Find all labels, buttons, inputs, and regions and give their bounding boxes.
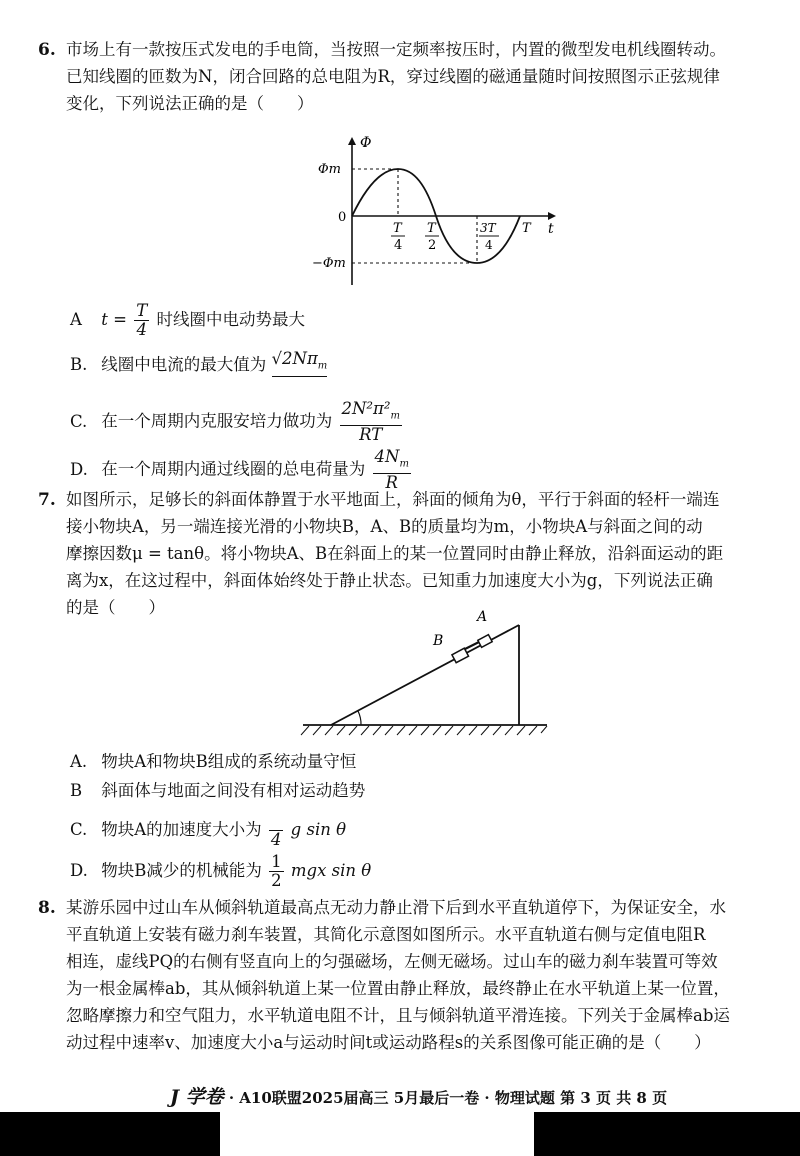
q6-option-c [70,400,404,444]
q7-option-d [70,853,371,890]
q6-option-b-text: 线圈中电流的最大值为 [101,355,267,374]
q6-option-b [70,349,328,383]
q7-label-b: B [433,633,444,649]
footer-logo: J 学卷 [170,1086,224,1108]
q7-option-c-text-pre: 物块A的加速度大小为 [101,820,262,839]
q6-tick-3T4-den: 4 [485,238,493,252]
q8-line3: 相连，虚线PQ的右侧有竖直向上的匀强磁场，左侧无磁场。过山车的磁力刹车装置可等效 [66,952,718,971]
footer-text: · A10联盟2025届高三 5月最后一卷 · 物理试题 第 3 页 共 8 页 [228,1089,668,1107]
q7-option-b [70,781,365,801]
q7-incline-figure [295,605,555,740]
q6-tick-T2-num: T [427,221,436,236]
q7-option-c [70,812,346,849]
q8-line6: 动过程中速率v、加速度大小a与运动时间t或运动路程s的关系图像可能正确的是（ ） [66,1033,711,1052]
q6-option-b-letter: B. [70,355,88,374]
q7-option-c-text-post: g sin θ [290,820,347,839]
q6-option-a-text: 时线圈中电动势最大 [156,310,305,329]
q7-ground-hatch [301,726,547,735]
q7-angle-arc [358,711,361,725]
q6-option-d-text: 在一个周期内通过线圈的总电荷量为 [101,459,366,479]
q7-option-a-text: 物块A和物块B组成的系统动量守恒 [101,752,357,771]
q7-option-d-frac-den: 2 [271,871,282,890]
q7-option-d-text-post: mgx sin θ [290,861,372,880]
q7-stem-line3: 摩擦因数μ = tanθ。将小物块A、B在斜面上的某一位置同时由静止释放，沿斜面运动的距 [66,544,724,563]
q6-option-b-frac-num: √2Nπ [271,349,318,368]
q7-number: 7. [38,490,56,510]
q8-line1: 某游乐园中过山车从倾斜轨道最高点无动力静止滑下后到水平直轨道停下，为保证安全，水 [66,898,726,917]
q6-option-c-frac-tail: m [390,410,400,422]
q6-option-d-frac-tail: m [399,458,409,470]
q6-option-c-frac-num: 2N²π² [341,399,391,418]
q7-option-c-frac-den: 4 [270,830,282,849]
q7-label-a: A [477,609,488,625]
q6-option-c-frac-den: RT [359,425,383,445]
q6-option-a-frac-num: T [136,301,148,320]
q6-option-d-frac-den: R [385,473,398,493]
q7-block-b [452,648,469,663]
q6-y-arrow [348,137,356,145]
q6-option-a-frac-den: 4 [136,320,147,339]
q6-option-a-letter: A [70,310,82,329]
q7-option-b-text: 斜面体与地面之间没有相对运动趋势 [101,781,366,800]
q6-number: 6. [38,40,56,60]
q7-option-a-letter: A. [70,752,88,771]
q7-option-c-letter: C. [70,820,88,839]
q6-option-d-frac-num: 4N [374,447,400,466]
q6-tick-T2-den: 2 [428,238,437,253]
scan-edge-right [534,1112,800,1156]
q8-line2: 平直轨道上安装有磁力刹车装置，其简化示意图如图所示。水平直轨道右侧与定值电阻R [66,925,706,944]
q6-tick-T4-num: T [393,221,402,236]
q6-tick-3T4-num: 3T [480,221,496,235]
q7-option-b-letter: B [70,781,83,800]
q6-stem-line3: 变化，下列说法正确的是（ ） [66,94,314,113]
q6-option-c-text: 在一个周期内克服安培力做功为 [101,411,333,431]
q6-tick-T: T [522,221,531,236]
q7-block-a [478,635,492,648]
q6-origin-label: 0 [338,210,347,225]
q6-ymax-label: Φm [318,162,341,177]
q7-option-d-frac-num: 1 [271,852,282,871]
q6-option-d-letter: D. [70,459,88,479]
scan-edge-left [0,1112,220,1156]
q6-flux-graph [312,135,572,295]
q6-tick-T4-den: 4 [394,238,403,253]
q6-option-c-letter: C. [70,411,88,431]
q6-stem-line1: 市场上有一款按压式发电的手电筒，当按照一定频率按压时，内置的微型发电机线圈转动。 [66,40,726,59]
q7-option-d-letter: D. [70,861,88,880]
q6-option-a [70,302,305,339]
q6-option-d [70,448,413,492]
q6-option-b-frac-tail: m [317,360,328,372]
q7-stem-line1: 如图所示，足够长的斜面体静置于水平地面上，斜面的倾角为θ，平行于斜面的轻杆一端连 [66,490,720,509]
q8-line4: 为一根金属棒ab，其从倾斜轨道上某一位置由静止释放，最终静止在水平轨道上某一位置， [66,979,730,998]
q7-stem-line2: 接小物块A，另一端连接光滑的小物块B，A、B的质量均为m，小物块A与斜面之间的动 [66,517,703,536]
q6-y-label: Φ [360,135,372,151]
q6-stem-line2: 已知线圈的匝数为N，闭合回路的总电阻为R，穿过线圈的磁通量随时间按照图示正弦规律 [66,67,720,86]
q7-stem-line5: 的是（ ） [66,598,165,617]
q6-x-arrow [548,212,556,220]
q6-ymin-label: −Φm [312,256,346,271]
q6-option-a-pre: t = [101,310,127,329]
q8-line5: 忽略摩擦力和空气阻力，水平轨道电阻不计，且与倾斜轨道平滑连接。下列关于金属棒ab运 [66,1006,730,1025]
q7-stem-line4: 离为x，在这过程中，斜面体始终处于静止状态。已知重力加速度大小为g，下列说法正确 [66,571,713,590]
q6-x-label: t [548,221,554,237]
q7-option-d-text-pre: 物块B减少的机械能为 [101,861,262,880]
q7-option-a [70,752,356,772]
page-footer [170,1082,667,1109]
q8-number: 8. [38,898,56,918]
